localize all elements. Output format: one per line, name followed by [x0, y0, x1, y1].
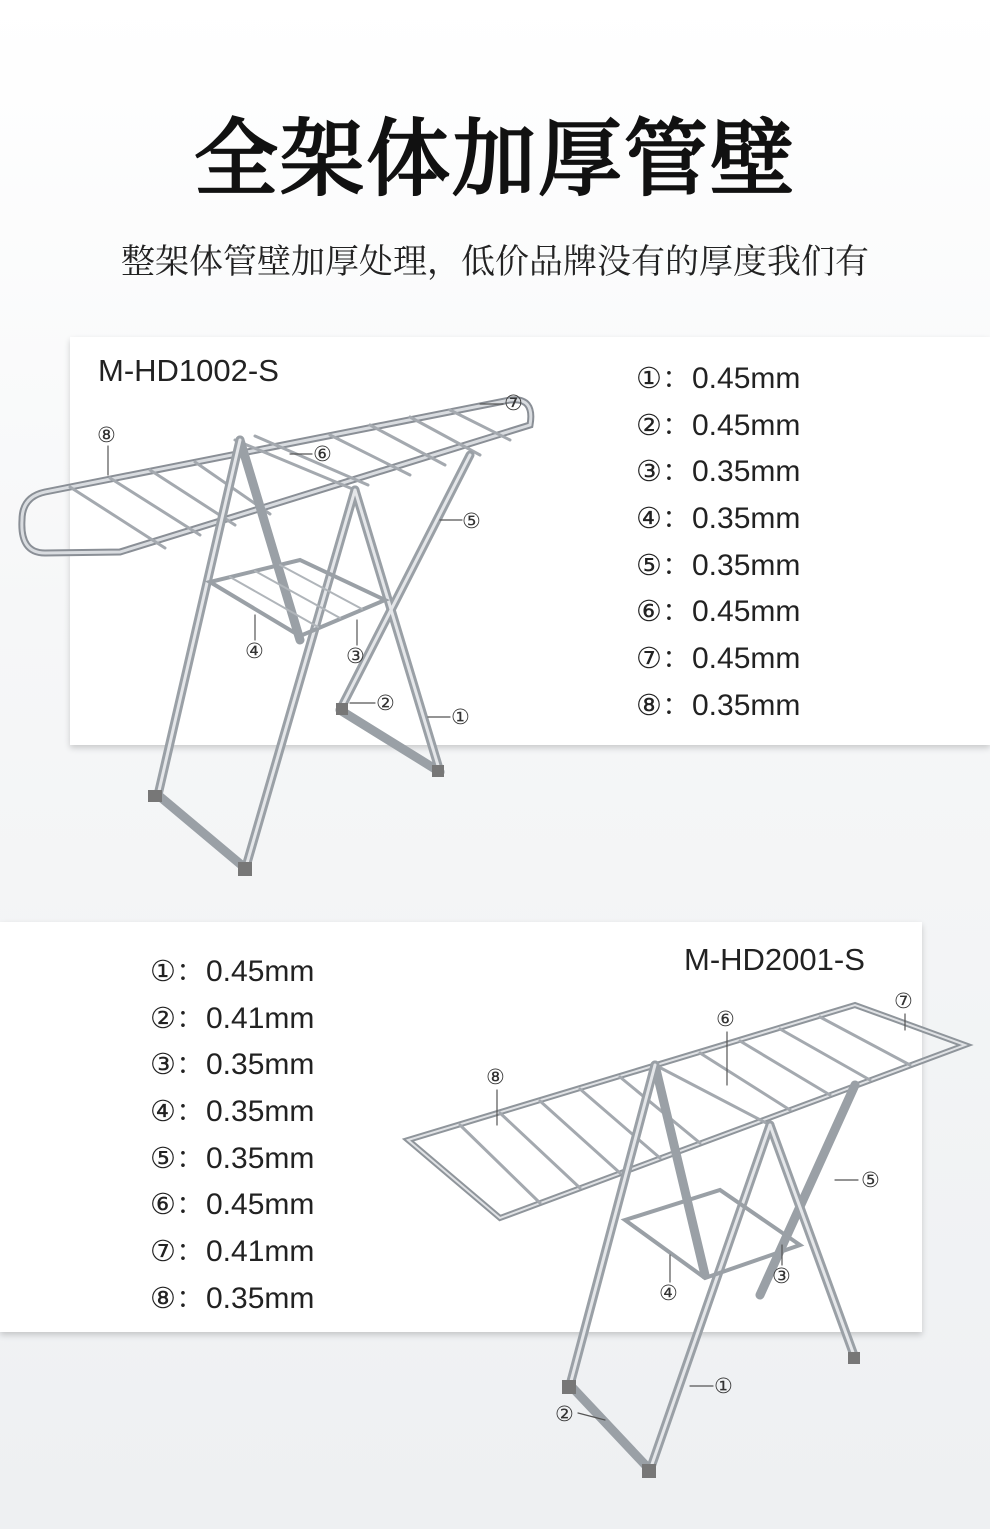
spec-sep: ： [662, 548, 692, 582]
spec-num: ④ [150, 1094, 176, 1129]
spec-value: 0.35mm [692, 548, 801, 582]
callout-7: ⑦ [504, 391, 523, 415]
spec-num: ① [636, 361, 662, 395]
spec-sep: ： [662, 362, 692, 395]
spec-sep: ： [176, 1281, 206, 1315]
callout-3: ③ [772, 1264, 791, 1288]
spec-sep: ： [662, 408, 692, 442]
spec-value: 0.35mm [206, 1095, 315, 1129]
rack-hd1002-image [22, 400, 531, 876]
callout-8: ⑧ [97, 423, 116, 447]
spec-value: 0.45mm [692, 408, 801, 442]
spec-value: 0.35mm [206, 1048, 315, 1082]
spec-sep: ： [176, 1188, 206, 1222]
spec-value: 0.45mm [206, 955, 315, 988]
spec-num: ③ [150, 1047, 176, 1082]
spec-value: 0.45mm [692, 595, 801, 629]
page-subtitle: 整架体管壁加厚处理，低价品牌没有的厚度我们有 [121, 242, 869, 282]
callout-7: ⑦ [894, 989, 913, 1013]
spec-sep: ： [662, 502, 692, 536]
spec-value: 0.35mm [692, 688, 801, 722]
spec-num: ⑦ [636, 641, 662, 676]
callout-4: ④ [245, 639, 264, 663]
spec-value: 0.45mm [692, 362, 801, 395]
spec-num: ⑥ [150, 1187, 176, 1222]
callout-3: ③ [346, 644, 365, 668]
spec-value: 0.41mm [206, 1235, 315, 1269]
spec-value: 0.35mm [206, 1141, 315, 1175]
spec-value: 0.45mm [206, 1188, 315, 1222]
callout-5: ⑤ [462, 509, 481, 533]
spec-num: ④ [636, 501, 662, 536]
callout-2: ② [376, 691, 395, 715]
model-name: M-HD2001-S [684, 942, 865, 977]
spec-num: ② [636, 407, 662, 442]
spec-sep: ： [176, 1001, 206, 1035]
spec-value: 0.35mm [206, 1281, 315, 1315]
spec-num: ⑤ [150, 1140, 176, 1175]
spec-num: ⑦ [150, 1234, 176, 1269]
spec-sep: ： [176, 1235, 206, 1269]
spec-sep: ： [176, 1048, 206, 1082]
spec-num: ⑧ [636, 687, 662, 722]
callout-6: ⑥ [716, 1007, 735, 1031]
model-name: M-HD1002-S [98, 353, 279, 388]
spec-num: ① [150, 954, 176, 988]
callout-6: ⑥ [313, 442, 332, 466]
spec-sep: ： [176, 1141, 206, 1175]
callout-2: ② [555, 1402, 574, 1426]
spec-value: 0.35mm [692, 502, 801, 536]
callout-8: ⑧ [486, 1065, 505, 1089]
callout-4: ④ [659, 1281, 678, 1305]
spec-sep: ： [662, 595, 692, 629]
spec-sep: ： [176, 1095, 206, 1129]
spec-sep: ： [662, 455, 692, 489]
spec-sep: ： [662, 688, 692, 722]
spec-value: 0.35mm [692, 455, 801, 489]
spec-sep: ： [176, 955, 206, 988]
spec-value: 0.41mm [206, 1001, 315, 1035]
spec-num: ③ [636, 454, 662, 489]
spec-sep: ： [662, 642, 692, 676]
spec-num: ② [150, 1000, 176, 1035]
callout-1: ① [451, 705, 470, 729]
page-title: 全架体加厚管壁 [193, 110, 796, 208]
spec-num: ⑤ [636, 547, 662, 582]
callout-1: ① [714, 1374, 733, 1398]
spec-num: ⑥ [636, 594, 662, 629]
spec-value: 0.45mm [692, 642, 801, 676]
callout-5: ⑤ [861, 1168, 880, 1192]
spec-num: ⑧ [150, 1280, 176, 1315]
